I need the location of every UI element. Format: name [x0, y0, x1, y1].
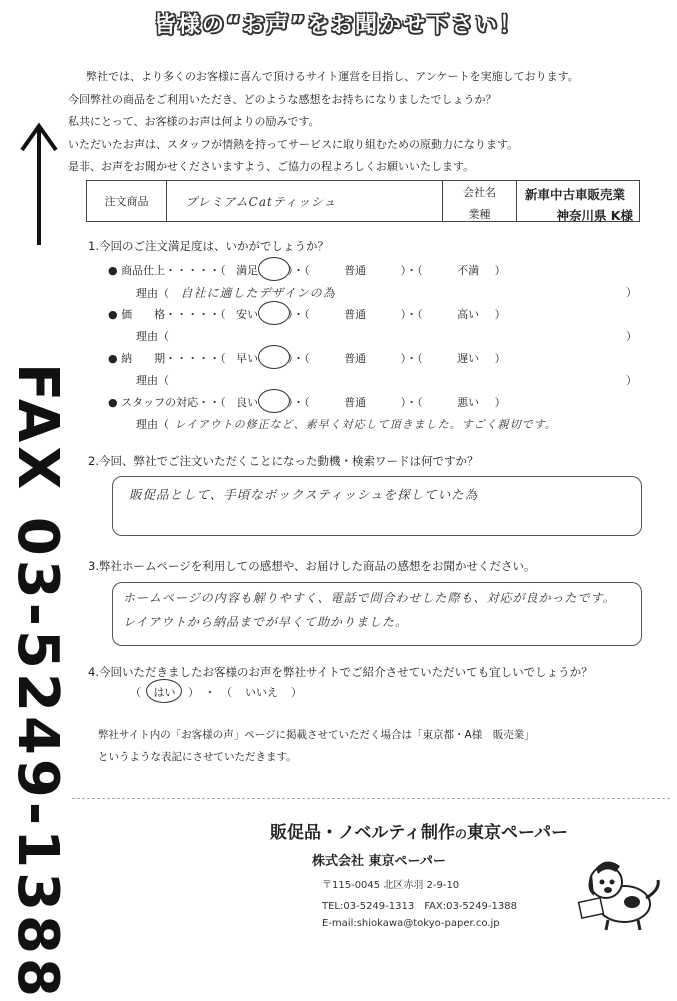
separator: ）・（	[400, 264, 423, 277]
close-paren: ）	[626, 286, 637, 299]
option-slow[interactable]: 遅い	[457, 352, 480, 365]
intro-line: 弊社では、より多くのお客様に喜んで頂けるサイト運営を目指し、アンケートを実施しております。	[86, 70, 579, 83]
order-table	[86, 180, 640, 222]
company-value-cell	[517, 181, 639, 221]
intro-line: いただいたお声は、スタッフが情熱を持ってサービスに取り組むための原動力になります。	[68, 137, 519, 151]
reason-answer[interactable]: 自社に適したデザインの為	[180, 286, 336, 300]
q4-note	[98, 724, 535, 768]
bullet-icon: ●	[108, 308, 118, 321]
product-cell	[167, 181, 443, 221]
intro-text	[68, 66, 668, 179]
email[interactable]: E-mail:shiokawa@tokyo-paper.co.jp	[322, 918, 500, 929]
note-line: 弊社サイト内の「お客様の声」ページに掲載させていただく場合は「東京都・A様 販売業」	[98, 729, 535, 741]
close-paren: ）	[494, 308, 506, 321]
answer-circle	[258, 257, 290, 281]
option-fast[interactable]: 早い	[236, 352, 259, 365]
separator: ）・（	[400, 396, 423, 409]
product-label: 注文商品	[87, 181, 167, 221]
option-good[interactable]: 良い	[236, 396, 259, 409]
close-paren: ）	[494, 352, 506, 365]
answer-circle	[258, 389, 290, 413]
page-title: 皆様の“お声”をお聞かせ下さい！	[154, 13, 523, 38]
q2-answer: 販促品として、手頃なボックスティッシュを探していた為	[129, 487, 479, 502]
item-label: スタッフの対応・・（	[121, 396, 226, 409]
brand-name: 東京ペーパー	[466, 823, 569, 843]
intro-line: 今回弊社の商品をご利用いただき、どのような感想をお持ちになりましたでしょうか？	[68, 92, 497, 106]
reason-answer[interactable]: レイアウトの修正など、素早く対応して頂きました。すごく親切です。	[174, 418, 557, 431]
industry-label: 業種	[468, 208, 491, 221]
company-label-cell	[443, 181, 517, 221]
option-normal[interactable]: 普通	[344, 264, 367, 277]
intro-line: 是非、お声をお聞かせくださいますよう、ご協力の程よろしくお願いいたします。	[68, 160, 475, 173]
reason-label: 理由（	[136, 374, 169, 387]
arrow-up-icon	[14, 120, 64, 250]
option-no[interactable]: いいえ	[245, 686, 278, 699]
q4-options: （ はい ） ・ （ いいえ ）	[130, 686, 302, 699]
close-paren: ）	[494, 264, 506, 277]
separator: ）・（	[400, 308, 423, 321]
q1-question: 1.今回のご注文満足度は、いかがでしょうか？	[88, 239, 329, 253]
bullet-icon: ●	[108, 352, 118, 365]
q3-answer-box[interactable]	[112, 582, 642, 646]
brand-heading	[270, 818, 568, 843]
bullet-icon: ●	[108, 396, 118, 409]
option-normal[interactable]: 普通	[344, 308, 367, 321]
bullet-icon: ●	[108, 264, 118, 277]
q1-item-delivery	[108, 350, 506, 366]
option-normal[interactable]: 普通	[344, 396, 367, 409]
q2-question: 2.今回、弊社でご注文いただくことになった動機・検索ワードは何ですか？	[88, 454, 479, 468]
option-normal[interactable]: 普通	[344, 352, 367, 365]
separator: ）・（	[400, 352, 423, 365]
item-label: 価 格・・・・・（	[121, 308, 226, 321]
reason-label: 理由（	[136, 287, 169, 300]
separator: ）・（	[287, 264, 310, 277]
q1-reason-quality	[136, 284, 336, 301]
divider	[72, 798, 670, 799]
separator: ）・（	[287, 352, 310, 365]
company-value: 新車中古車販売業	[525, 187, 626, 202]
close-paren: ）	[494, 396, 506, 409]
company-label: 会社名	[463, 186, 496, 199]
q1-item-staff	[108, 394, 506, 410]
answer-circle	[258, 301, 290, 325]
reason-label: 理由（	[136, 330, 169, 343]
q1-reason-staff	[136, 416, 557, 432]
brand-particle: の	[454, 827, 467, 841]
item-label: 商品仕上・・・・・（	[121, 264, 226, 277]
option-satisfied[interactable]: 満足	[236, 264, 259, 277]
q1-reason-delivery	[136, 372, 169, 388]
q1-reason-price	[136, 328, 169, 344]
answer-circle	[258, 345, 290, 369]
option-unsatisfied[interactable]: 不満	[457, 264, 480, 277]
note-line: というような表記にさせていただきます。	[98, 751, 297, 763]
separator: ）・（	[287, 396, 310, 409]
q3-question: 3.弊社ホームページを利用しての感想や、お届けした商品の感想をお聞かせください。	[88, 559, 536, 573]
q4-question: 4.今回いただきましたお客様のお声を弊社サイトでご紹介させていただいても宜しいでしょうか？	[88, 665, 593, 679]
reason-label: 理由（	[136, 418, 169, 431]
q2-answer-box[interactable]	[112, 476, 642, 536]
company-name: 株式会社 東京ペーパー	[312, 854, 446, 869]
option-yes[interactable]: はい	[153, 686, 176, 699]
option-expensive[interactable]: 高い	[457, 308, 480, 321]
dog-mascot-icon	[572, 854, 668, 934]
item-label: 納 期・・・・・（	[121, 352, 226, 365]
option-bad[interactable]: 悪い	[457, 396, 480, 409]
fax-number: FAX 03-5249-1388	[5, 363, 70, 1001]
answer-circle	[146, 679, 182, 703]
phone-fax: TEL:03-5249-1313 FAX:03-5249-1388	[322, 901, 517, 912]
q1-item-price	[108, 306, 506, 322]
product-value[interactable]: プレミアムCatティッシュ	[185, 194, 337, 209]
postal-address: 〒115-0045 北区赤羽 2-9-10	[322, 880, 460, 891]
customer-value: 神奈川県 K様	[556, 208, 633, 223]
close-paren: ）	[626, 374, 637, 387]
close-paren: ）	[626, 330, 637, 343]
option-cheap[interactable]: 安い	[236, 308, 259, 321]
q3-answer-line: ホームページの内容も解りやすく、電話で問合わせした際も、対応が良かったです。	[123, 591, 616, 605]
intro-line: 私共にとって、お客様のお声は何よりの励みです。	[68, 115, 320, 128]
q1-item-quality	[108, 262, 506, 278]
q3-answer-line: レイアウトから納品までが早くて助かりました。	[123, 615, 409, 629]
separator: ）・（	[287, 308, 310, 321]
brand-text: 販促品・ノベルティ制作	[270, 823, 455, 843]
